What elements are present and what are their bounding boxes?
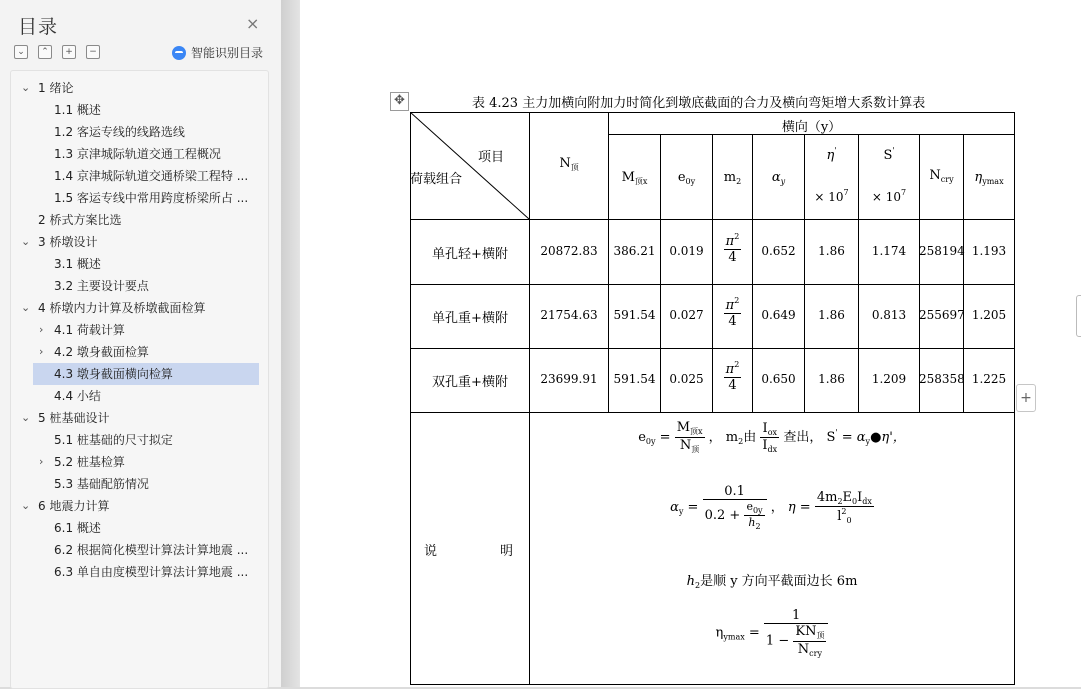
toc-item[interactable]: 1.5 客运专线中常用跨度桥梁所占 ... <box>54 191 249 205</box>
sidebar-title: 目录 <box>18 16 59 38</box>
toc-item[interactable]: ⌄ 5 桩基础设计 <box>21 411 110 425</box>
add-column-icon[interactable]: + <box>1016 384 1036 412</box>
toc-list <box>10 70 269 689</box>
cell-n: 23699.91 <box>540 372 598 386</box>
cell-etamax: 1.205 <box>971 308 1007 322</box>
expand-all-icon[interactable]: ⌄ <box>14 45 28 59</box>
col-header-ncr: $N_{cry}$ <box>929 168 954 184</box>
col-header-m2: $m_2$ <box>723 170 742 186</box>
toc-sidebar <box>0 0 281 687</box>
cell-n: 21754.63 <box>540 308 598 322</box>
toc-item[interactable]: 1.3 京津城际轨道交通工程概况 <box>54 147 221 161</box>
toc-item[interactable]: › 5.2 桩基检算 <box>39 455 125 469</box>
toc-item[interactable]: 6.2 根据简化模型计算法计算地震 ... <box>54 543 249 557</box>
cell-e: 0.025 <box>669 372 704 386</box>
col-header-e: $e_{0y}$ <box>677 170 696 186</box>
toc-item[interactable]: › 4.2 墩身截面检算 <box>39 345 149 359</box>
row-label: 双孔重+横附 <box>432 375 508 390</box>
cell-n: 20872.83 <box>540 244 598 258</box>
formula-e0y: $e_{0y}$ = $\frac{M_{顶x}}{N_顶}$ ， $m_2$由 $\frac{I_{ox}}{I_{dx}}$ 查出， $S' = \alpha_y●\eta'$， <box>638 420 906 454</box>
toc-item[interactable]: 5.3 基础配筋情况 <box>54 477 149 491</box>
col-header-s: S' <box>883 146 895 163</box>
col-header-s-scale: × $10^7$ <box>871 188 907 204</box>
table-caption: 表 4.23 主力加横向附加力时简化到墩底截面的合力及横向弯矩增大系数计算表 <box>472 96 926 111</box>
table-border <box>858 134 859 412</box>
collapse-all-icon[interactable]: ⌃ <box>38 45 52 59</box>
row-label: 单孔轻+横附 <box>432 247 508 262</box>
formula-alpha-eta: $\alpha_y$ = 0.1 0.2 + $\frac{e_{0y}}{h_2}$ ， η = $\frac{4m_2E_0I_{dx}}{l^2_0}$ <box>670 484 872 531</box>
cell-eta: 1.86 <box>818 244 845 258</box>
close-icon[interactable]: × <box>246 14 260 33</box>
corner-header-combo: 荷载组合 <box>410 172 463 187</box>
scrollbar[interactable] <box>1076 295 1081 337</box>
smart-toc-button[interactable] <box>172 44 263 61</box>
cell-m: 386.21 <box>613 244 656 258</box>
table-border <box>410 412 1015 413</box>
smart-toc-label: 智能识别目录 <box>191 46 264 60</box>
corner-diagonal <box>410 112 530 220</box>
formula-etamax: $\eta_{ymax}$ = 1 1 − $\frac{KN_顶}{N_{cry}}$ <box>529 608 1015 658</box>
toc-item[interactable]: 6.3 单自由度模型计算法计算地震 ... <box>54 565 249 579</box>
add-heading-icon[interactable]: + <box>62 45 76 59</box>
toc-item[interactable]: 6.1 概述 <box>54 521 101 535</box>
toc-item-selected[interactable]: 4.3 墩身截面横向检算 <box>33 363 259 385</box>
note-label-left: 说 <box>424 544 438 559</box>
row-label: 单孔重+横附 <box>432 311 508 326</box>
cell-m2: $\frac{\pi^2}{4}$ <box>725 296 740 329</box>
cell-alpha: 0.652 <box>761 244 796 258</box>
toc-item[interactable]: 4.4 小结 <box>54 389 101 403</box>
table-border <box>410 684 1015 685</box>
cell-eta: 1.86 <box>818 372 845 386</box>
cell-s: 0.813 <box>871 308 907 322</box>
cell-etamax: 1.225 <box>971 372 1007 386</box>
toc-item[interactable]: › 4.1 荷载计算 <box>39 323 125 337</box>
toc-item[interactable]: 3.1 概述 <box>54 257 101 271</box>
col-header-n: $N_顶$ <box>559 156 579 172</box>
toc-item[interactable]: 5.1 桩基础的尺寸拟定 <box>54 433 173 447</box>
toc-item[interactable]: 1.2 客运专线的线路选线 <box>54 125 185 139</box>
cell-ncr: 258358 <box>919 372 965 386</box>
formula-h2: $h_2$是顺 y 方向平截面边长 6m <box>686 574 858 590</box>
cell-e: 0.019 <box>669 244 704 258</box>
toc-item[interactable]: 2 桥式方案比选 <box>38 213 122 227</box>
cell-m: 591.54 <box>613 308 656 322</box>
cell-alpha: 0.650 <box>761 372 796 386</box>
corner-header-item: 项目 <box>478 150 505 165</box>
cell-m2: $\frac{\pi^2}{4}$ <box>725 360 740 393</box>
note-label-right: 明 <box>500 544 514 559</box>
table-border <box>1014 112 1015 685</box>
cell-etamax: 1.193 <box>971 244 1007 258</box>
cell-eta: 1.86 <box>818 308 845 322</box>
col-header-eta-scale: × $10^7$ <box>814 188 849 204</box>
toc-item[interactable]: ⌄ 1 绪论 <box>21 81 74 95</box>
cell-m2: $\frac{\pi^2}{4}$ <box>725 232 740 265</box>
toc-item[interactable]: ⌄ 6 地震力计算 <box>21 499 110 513</box>
toc-item[interactable]: 1.1 概述 <box>54 103 101 117</box>
table-move-icon[interactable]: ✥ <box>390 92 409 111</box>
ai-icon <box>172 46 186 60</box>
toc-item[interactable]: ⌄ 3 桥墩设计 <box>21 235 98 249</box>
cell-ncr: 255697 <box>919 308 965 322</box>
cell-ncr: 258194 <box>919 244 965 258</box>
toc-item[interactable]: 3.2 主要设计要点 <box>54 279 149 293</box>
cell-s: 1.174 <box>871 244 907 258</box>
col-header-alpha: $\alpha_y$ <box>771 170 786 186</box>
cell-s: 1.209 <box>871 372 907 386</box>
col-header-etamax: $\eta_{ymax}$ <box>974 170 1004 186</box>
cell-m: 591.54 <box>613 372 656 386</box>
page-gutter <box>281 0 300 687</box>
cell-e: 0.027 <box>669 308 704 322</box>
col-header-eta: η' <box>826 146 837 163</box>
toc-item[interactable]: 1.4 京津城际轨道交通桥梁工程特 ... <box>54 169 249 183</box>
cell-alpha: 0.649 <box>761 308 796 322</box>
group-header: 横向（y） <box>781 120 842 135</box>
col-header-m: $M_{顶x}$ <box>621 170 648 186</box>
remove-heading-icon[interactable]: − <box>86 45 100 59</box>
toc-item[interactable]: ⌄ 4 桥墩内力计算及桥墩截面检算 <box>21 301 206 315</box>
